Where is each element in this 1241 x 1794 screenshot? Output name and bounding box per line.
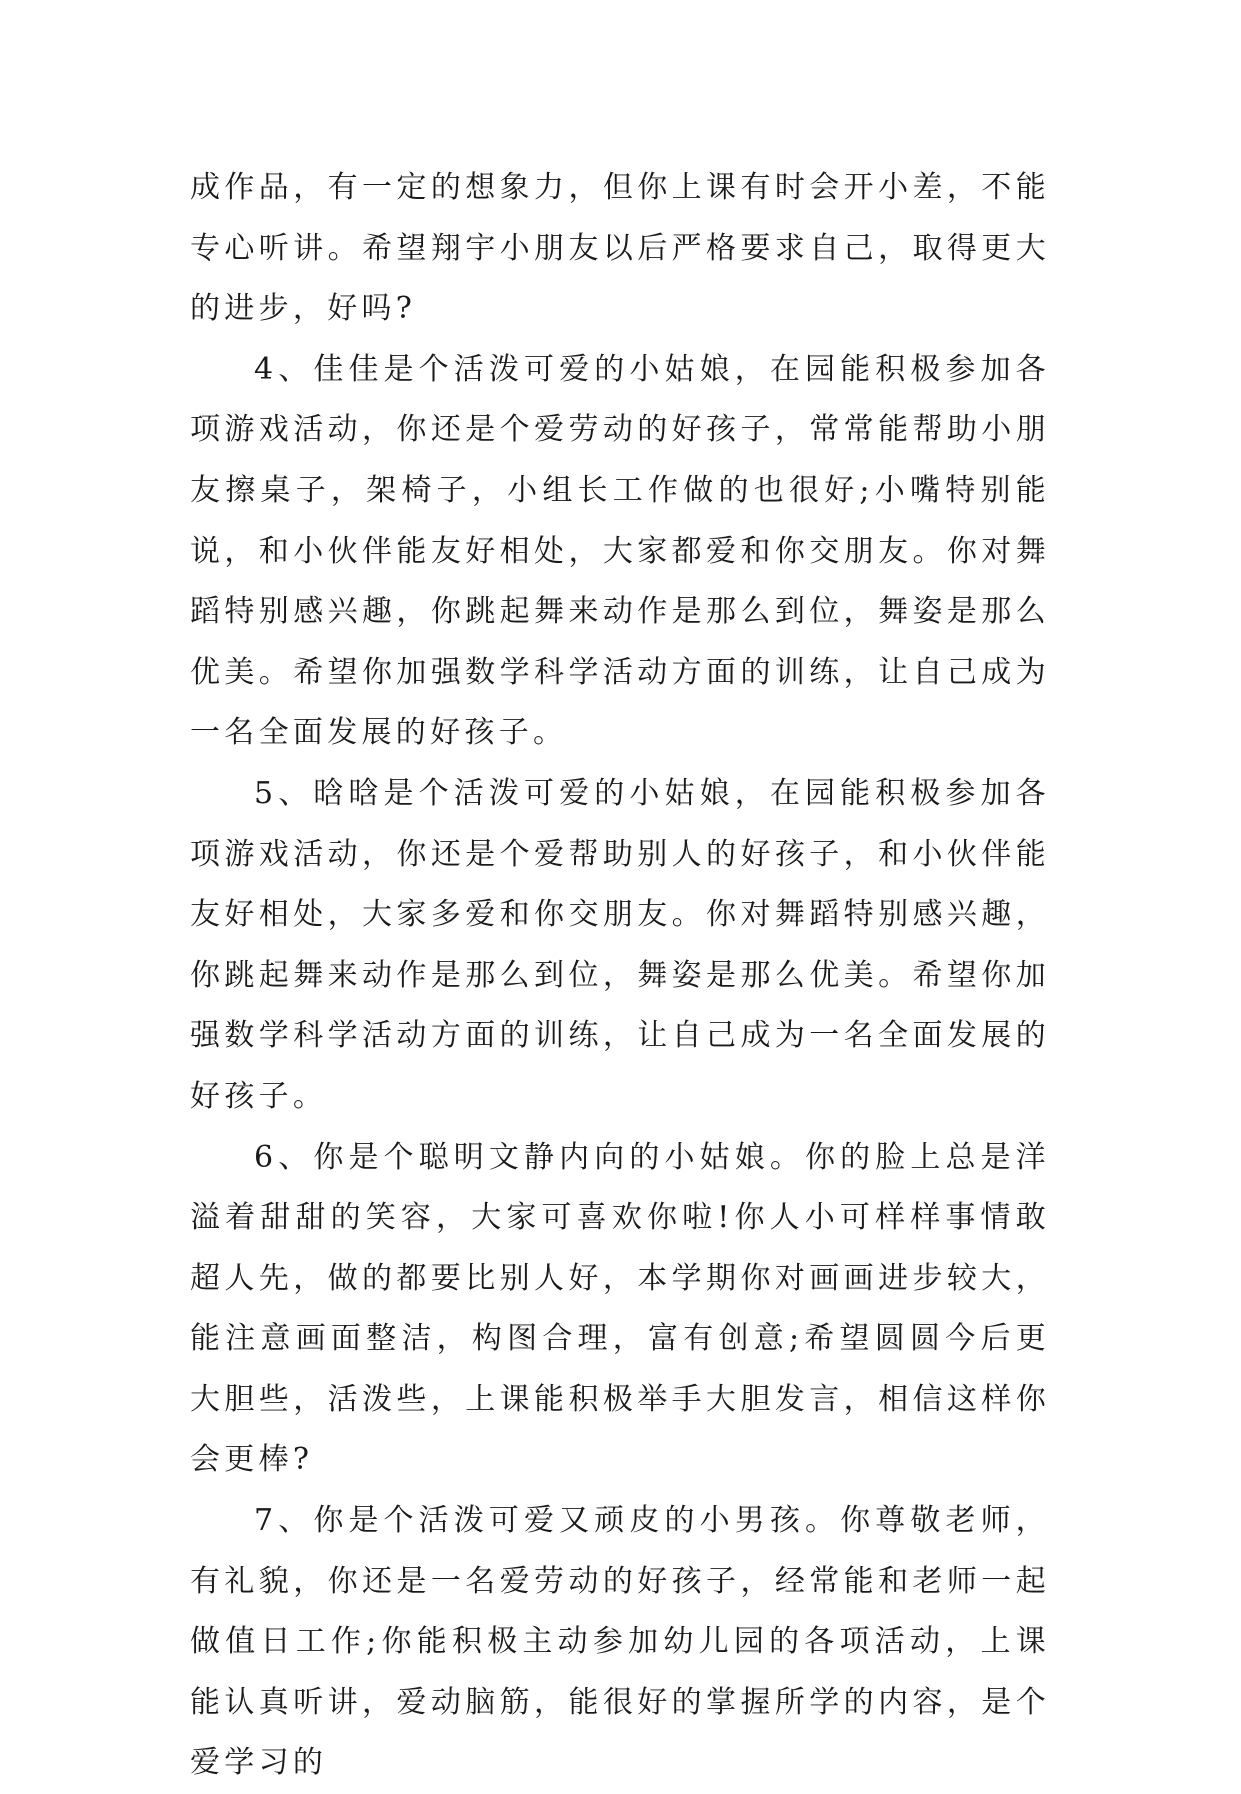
- paragraph-item-4: 4、佳佳是个活泼可爱的小姑娘，在园能积极参加各项游戏活动，你还是个爱劳动的好孩子，常常能帮助小朋友擦桌子，架椅子，小组长工作做的也很好;小嘴特别能说，和小伙伴能友好相处，大家都爱和你交朋友。你对舞蹈特别感兴趣，你跳起舞来动作是那么到位，舞姿是那么优美。希望你加强数学科学活动方面的训练，让自己成为一名全面发展的好孩子。: [190, 351, 1050, 751]
- paragraph-item-5: 5、晗晗是个活泼可爱的小姑娘，在园能积极参加各项游戏活动，你还是个爱帮助别人的好孩子，和小伙伴能友好相处，大家多爱和你交朋友。你对舞蹈特别感兴趣，你跳起舞来动作是那么到位，舞姿是那么优美。希望你加强数学科学活动方面的训练，让自己成为一名全面发展的好孩子。: [190, 775, 1050, 1114]
- paragraph-item-7: 7、你是个活泼可爱又顽皮的小男孩。你尊敬老师，有礼貌，你还是一名爱劳动的好孩子，经常能和老师一起做值日工作;你能积极主动参加幼儿园的各项活动，上课能认真听讲，爱动脑筋，能很好的掌握所学的内容，是个爱学习的: [190, 1503, 1050, 1781]
- paragraph-continued: 成作品，有一定的想象力，但你上课有时会开小差，不能专心听讲。希望翔宇小朋友以后严格要求自己，取得更大的进步，好吗?: [190, 170, 1050, 327]
- document-body: [190, 158, 1050, 1794]
- paragraph-item-6: 6、你是个聪明文静内向的小姑娘。你的脸上总是洋溢着甜甜的笑容，大家可喜欢你啦!你人小可样样事情敢超人先，做的都要比别人好，本学期你对画画进步较大，能注意画面整洁，构图合理，富有创意;希望圆圆今后更大胆些，活泼些，上课能积极举手大胆发言，相信这样你会更棒?: [190, 1139, 1050, 1478]
